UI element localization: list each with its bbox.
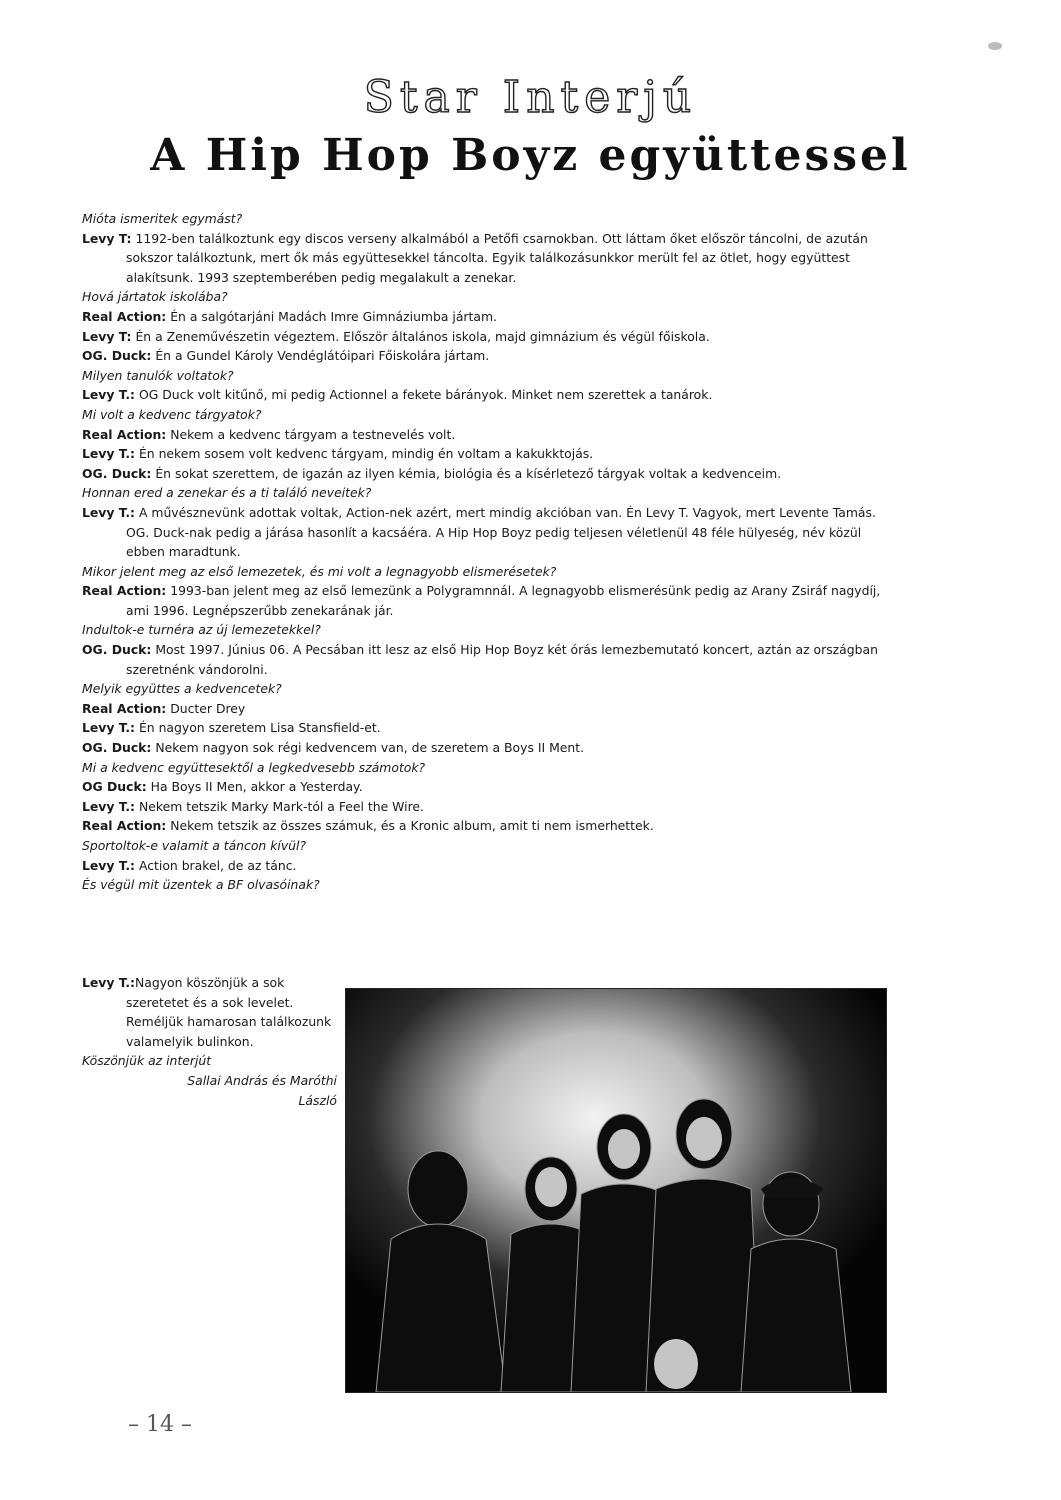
answer-text: Én nekem sosem volt kedvenc tárgyam, mindig én voltam a kakukktojás. bbox=[138, 446, 594, 462]
answer-text: OG Duck volt kitűnő, mi pedig Actionnel a fekete bárányok. Minket nem szerettek a tanárok. bbox=[138, 387, 713, 403]
interview-body bbox=[82, 209, 882, 895]
answer-text: 1993-ban jelent meg az első lemezünk a Polygramnnál. A legnagyobb elismerésünk pedig az Arany Zsiráf nagydíj, ami 1996. Legnépszerűbb zenekarának jár. bbox=[126, 583, 881, 618]
interview-answer bbox=[82, 503, 882, 562]
interview-answer bbox=[82, 229, 882, 288]
interview-answer bbox=[82, 738, 882, 758]
interview-answer bbox=[82, 307, 882, 327]
answer-text: 1192-ben találkoztunk egy discos verseny alkalmából a Petőfi csarnokban. Ott láttam őket először táncolni, de azután sokszor találkoztunk, mert ők más együttesekkel táncolta. Egyik találkozásunkkor merült fel az ötlet, hogy együttest alakítsunk. 1993 szeptemberében pedig megalakult a zenekar. bbox=[126, 230, 868, 285]
answer-text: Action brakel, de az tánc. bbox=[138, 857, 297, 873]
answer-text: Én nagyon szeretem Lisa Stansfield-et. bbox=[138, 720, 381, 736]
speaker-name: Levy T.: bbox=[82, 798, 135, 814]
interview-answer bbox=[82, 718, 882, 738]
signature-line-1: Sallai András és Maróthi bbox=[187, 1072, 337, 1088]
thanks-line: Köszönjük az interjút bbox=[82, 1053, 212, 1069]
signature-line-2: László bbox=[298, 1092, 337, 1108]
interview-question: Milyen tanulók voltatok? bbox=[82, 367, 234, 383]
interview-question: Indultok-e turnéra az új lemezetekkel? bbox=[82, 622, 321, 638]
interview-question: Sportoltok-e valamit a táncon kívül? bbox=[82, 838, 307, 853]
interview-question: Honnan ered a zenekar és a ti találó neveitek? bbox=[82, 485, 372, 501]
scan-speck bbox=[988, 42, 1002, 50]
interview-answer bbox=[82, 464, 882, 484]
answer-text: Nekem nagyon sok régi kedvencem van, de szeretem a Boys II Ment. bbox=[155, 740, 585, 756]
interview-answer bbox=[82, 444, 882, 464]
answer-text: Most 1997. Június 06. A Pecsában itt lesz az első Hip Hop Boyz két órás lemezbemutató koncert, aztán az országban szeretnénk vándorolni. bbox=[126, 642, 878, 677]
interview-question: Mi a kedvenc együttesektől a legkedvesebb számotok? bbox=[82, 759, 426, 775]
answer-text: Nekem a kedvenc tárgyam a testnevelés volt. bbox=[170, 426, 456, 442]
speaker-name: OG. Duck: bbox=[82, 465, 152, 481]
answer-text: Én a Zeneművészetin végeztem. Először általános iskola, majd gimnázium és végül főiskola. bbox=[135, 328, 710, 344]
speaker-name: Levy T: bbox=[82, 328, 132, 344]
answer-text: Ducter Drey bbox=[170, 700, 246, 716]
speaker-name: OG Duck: bbox=[82, 779, 147, 795]
speaker-name: Real Action: bbox=[82, 818, 167, 834]
article-headline: A Hip Hop Boyz együttessel bbox=[150, 130, 911, 181]
answer-text: Én sokat szerettem, de igazán az ilyen kémia, biológia és a kísérletező tárgyak voltak a kedvenceim. bbox=[155, 465, 782, 481]
answer-text: Én a salgótarjáni Madách Imre Gimnáziumba jártam. bbox=[170, 308, 497, 324]
section-kicker: Star Interjú bbox=[363, 72, 698, 123]
speaker-name: Levy T.: bbox=[82, 504, 135, 520]
speaker-name: Real Action: bbox=[82, 308, 167, 324]
interview-answer bbox=[82, 816, 882, 836]
speaker-name: Levy T.: bbox=[82, 387, 135, 403]
band-photo bbox=[345, 988, 887, 1393]
speaker-name: Real Action: bbox=[82, 426, 167, 442]
interview-answer bbox=[82, 385, 882, 405]
speaker-name: Real Action: bbox=[82, 583, 167, 599]
answer-text: Nekem tetszik az összes számuk, és a Kronic album, amit ti nem ismerhettek. bbox=[170, 818, 654, 834]
answer-text: A művésznevünk adottak voltak, Action-nek azért, mert mindig akcióban van. Én Levy T. Vagyok, mert Levente Tamás. OG. Duck-nak pedig a járása hasonlít a kacsáéra. A Hip Hop Boyz pedig teljesen véletlenül 48 féle hülyeség, név közül ebben maradtunk. bbox=[126, 504, 876, 560]
speaker-name: Levy T.: bbox=[82, 857, 135, 873]
answer-text: Én a Gundel Károly Vendéglátóipari Főiskolára jártam. bbox=[155, 348, 490, 364]
interview-answer bbox=[82, 777, 882, 797]
speaker-name: Levy T.: bbox=[82, 446, 135, 462]
interview-answer bbox=[82, 699, 882, 719]
interview-question: Mi volt a kedvenc tárgyatok? bbox=[82, 406, 262, 422]
interview-answer bbox=[82, 581, 882, 620]
speaker-name: Levy T.: bbox=[82, 720, 135, 736]
interview-answer bbox=[82, 346, 882, 366]
interview-answer bbox=[82, 856, 882, 876]
page-number: – 14 – bbox=[128, 1412, 192, 1437]
answer-text: Nagyon köszönjük a sok szeretetet és a sok levelet. Reméljük hamarosan találkozunk valamelyik bulinkon. bbox=[126, 975, 332, 1049]
interview-answer bbox=[82, 640, 882, 679]
answer-text: Nekem tetszik Marky Mark-tól a Feel the Wire. bbox=[138, 798, 424, 814]
interview-question: Mióta ismeritek egymást? bbox=[82, 211, 243, 226]
closing-block bbox=[82, 973, 337, 1110]
interview-answer bbox=[82, 425, 882, 445]
answer-text: Ha Boys II Men, akkor a Yesterday. bbox=[150, 779, 363, 795]
interview-question: Melyik együttes a kedvencetek? bbox=[82, 681, 282, 697]
final-answer bbox=[82, 973, 337, 1051]
speaker-name: OG. Duck: bbox=[82, 740, 152, 756]
speaker-name: Real Action: bbox=[82, 700, 167, 716]
speaker-name: Levy T: bbox=[82, 230, 132, 246]
speaker-name: OG. Duck: bbox=[82, 642, 152, 658]
speaker-name: Levy T.: bbox=[82, 975, 135, 990]
interview-question: Mikor jelent meg az első lemezetek, és mi volt a legnagyobb elismerésetek? bbox=[82, 563, 557, 579]
interview-answer bbox=[82, 327, 882, 347]
interview-question: És végül mit üzentek a BF olvasóinak? bbox=[82, 877, 320, 893]
speaker-name: OG. Duck: bbox=[82, 348, 152, 364]
interview-answer bbox=[82, 797, 882, 817]
interview-question: Hová jártatok iskolába? bbox=[82, 289, 228, 305]
band-photo-image bbox=[346, 989, 886, 1392]
